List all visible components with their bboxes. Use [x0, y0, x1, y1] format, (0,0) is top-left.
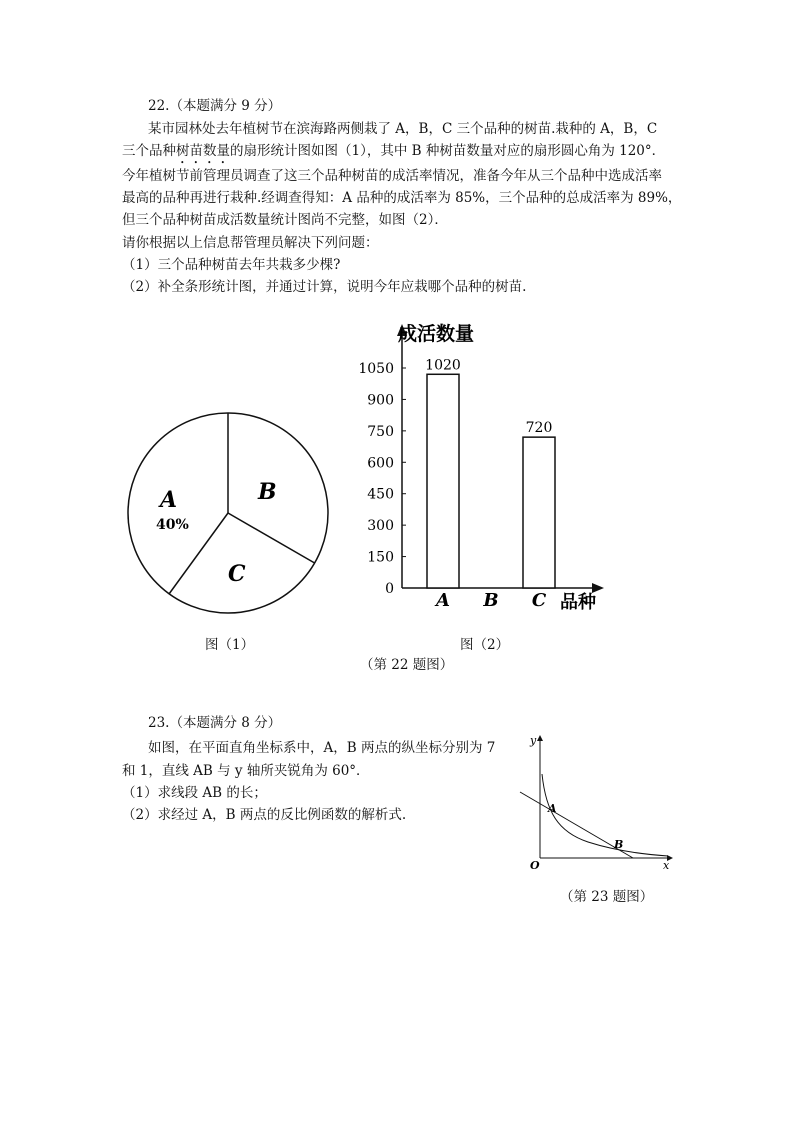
- y-tick-label: 600: [367, 455, 394, 472]
- pie-slice-percent-a: 40%: [156, 517, 189, 533]
- figure1-caption: 图（1）: [205, 637, 255, 653]
- y-tick-label: 450: [367, 486, 394, 503]
- q23-paragraph-line: 如图，在平面直角坐标系中，A，B 两点的纵坐标分别为 7: [148, 740, 496, 756]
- x-axis-label: 品种: [560, 592, 596, 613]
- emphasized-text: 三个品种: [122, 143, 176, 159]
- q22-paragraph-line: 今年植树节前管理员调查了这三个品种树苗的成活率情况，准备今年从三个品种中选成活率: [122, 168, 662, 184]
- q22-subquestion: （1）三个品种树苗去年共栽多少棵?: [122, 257, 341, 273]
- bar-value-label: 1020: [425, 357, 461, 374]
- x-axis-label: x: [663, 859, 670, 872]
- point-b-label: B: [614, 838, 624, 851]
- chart-bars: [425, 357, 555, 588]
- q22-paragraph-line: 请你根据以上信息帮管理员解决下列问题：: [122, 235, 379, 251]
- q23-subquestion: （1）求线段 AB 的长；: [122, 785, 267, 801]
- y-tick-label: 0: [385, 581, 394, 597]
- bar-c: [523, 437, 555, 588]
- y-tick-label: 900: [367, 392, 394, 409]
- pie-slice-label-a: A: [160, 487, 178, 513]
- y-axis-label: 成活数量: [398, 323, 475, 345]
- coordinate-graph: [518, 732, 683, 874]
- text-segment: 的扇形统计图如图（1），其中 B 种树苗数量对应的扇形圆心角为 120°．: [230, 143, 666, 159]
- pie-chart: [120, 405, 340, 625]
- x-category-label: B: [483, 590, 499, 611]
- bar-chart: [350, 318, 610, 618]
- q22-paragraph-line: [122, 142, 665, 167]
- figure2-caption: 图（2）: [460, 637, 510, 653]
- pie-slice-label-b: B: [258, 479, 277, 505]
- q22-paragraph-line: 最高的品种再进行栽种.经调查得知：A 品种的成活率为 85%，三个品种的总成活率为 89%，: [122, 190, 682, 206]
- pie-slice-label-c: C: [228, 561, 246, 587]
- y-axis-label: y: [530, 734, 537, 747]
- y-tick-label: 300: [367, 518, 394, 535]
- y-tick-label: 150: [367, 549, 394, 566]
- bar-value-label: 720: [525, 420, 553, 437]
- x-category-label: A: [436, 590, 450, 611]
- y-tick-label: 1050: [358, 361, 394, 377]
- emphasized-text-dotted: 树苗数量: [176, 143, 230, 159]
- q23-heading: 23.（本题满分 8 分）: [148, 715, 282, 731]
- figure-caption-q22: （第 22 题图）: [360, 657, 454, 673]
- y-axis-ticks: [358, 361, 406, 597]
- q22-paragraph-line: 某市园林处去年植树节在滨海路两侧栽了 A，B，C 三个品种的树苗.栽种的 A，B，C: [148, 121, 658, 137]
- origin-label: O: [530, 859, 540, 872]
- q22-heading: 22.（本题满分 9 分）: [148, 98, 282, 114]
- point-a-label: A: [548, 802, 557, 815]
- q22-paragraph-line: 但三个品种树苗成活数量统计图尚不完整，如图（2）．: [122, 212, 448, 228]
- hyperbola-curve: [542, 774, 668, 856]
- x-category-label: C: [531, 590, 547, 611]
- y-tick-label: 750: [367, 423, 394, 440]
- q23-subquestion: （2）求经过 A，B 两点的反比例函数的解析式.: [122, 807, 407, 823]
- bar-a: [427, 374, 459, 588]
- q22-subquestion: （2）补全条形统计图，并通过计算，说明今年应栽哪个品种的树苗.: [122, 279, 527, 295]
- q23-paragraph-line: 和 1，直线 AB 与 y 轴所夹锐角为 60°．: [122, 763, 370, 779]
- x-axis-categories: [434, 590, 547, 611]
- figure-caption-q23: （第 23 题图）: [560, 889, 654, 905]
